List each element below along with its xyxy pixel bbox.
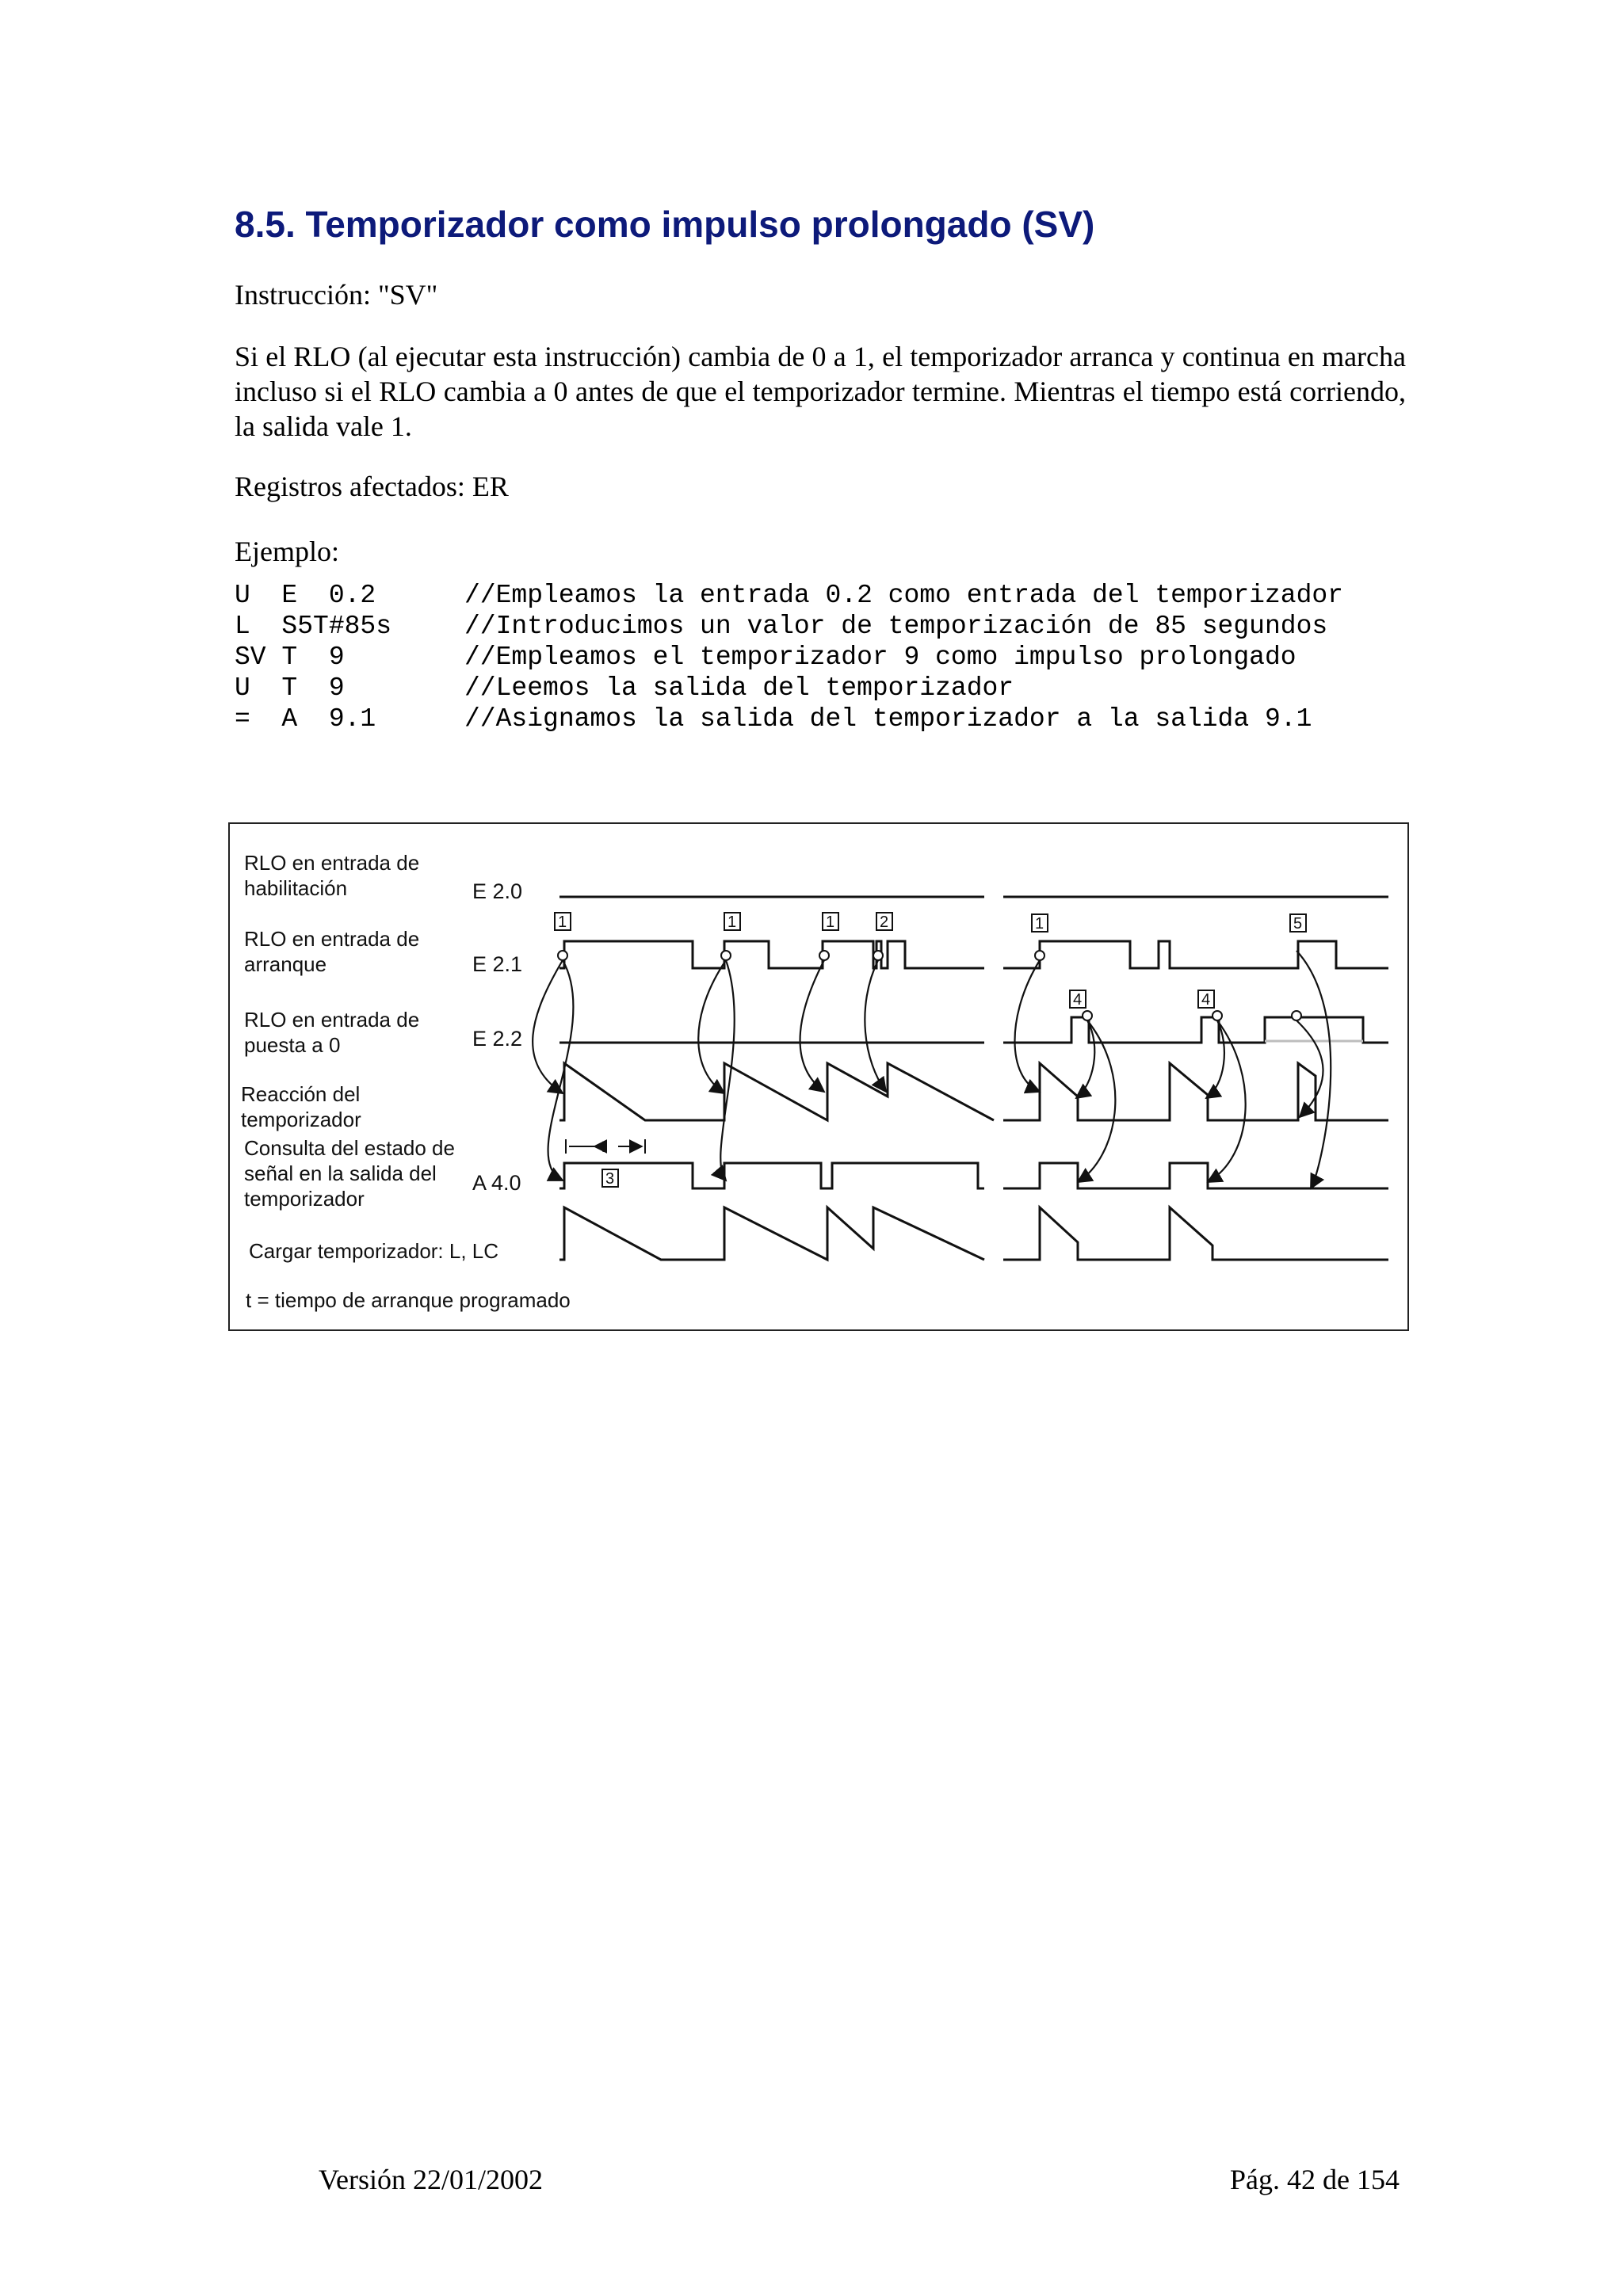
signal-e22: E 2.2 (472, 1027, 523, 1051)
code-line (235, 642, 1343, 673)
marker-2 (876, 913, 892, 931)
marker-4 (1198, 990, 1214, 1009)
timing-diagram-svg (230, 824, 1407, 1329)
code-line (235, 580, 1343, 611)
label-reset-2: puesta a 0 (244, 1033, 341, 1057)
causality-arrows (533, 951, 1331, 1188)
svg-text:4: 4 (1073, 991, 1083, 1009)
signal-e21: E 2.1 (472, 952, 523, 976)
svg-text:1: 1 (826, 913, 835, 931)
code-comment: //Empleamos el temporizador 9 como impulso prolongado (464, 643, 1296, 672)
label-query-3: temporizador (244, 1187, 365, 1211)
svg-text:5: 5 (1293, 915, 1303, 933)
page-title: 8.5. Temporizador como impulso prolongado (SV) (235, 204, 1095, 245)
marker-1 (724, 913, 740, 931)
code-comment: //Asignamos la salida del temporizador a la salida 9.1 (464, 704, 1312, 734)
label-enable-2: habilitación (244, 876, 348, 900)
example-label: Ejemplo: (235, 536, 339, 567)
description-paragraph: Si el RLO (al ejecutar esta instrucción) cambia de 0 a 1, el temporizador arranca y continua en marcha incluso si el RLO cambia a 0 antes de que el temporizador termine. Mientras el tiempo está corriendo, la salida vale 1. (235, 341, 1406, 442)
footer-page: Pág. 42 de 154 (1230, 2164, 1400, 2195)
signal-e20: E 2.0 (472, 879, 523, 903)
code-instruction: L S5T#85s (235, 612, 392, 641)
label-reset-1: RLO en entrada de (244, 1008, 420, 1032)
code-line (235, 611, 1343, 642)
label-note: t = tiempo de arranque programado (246, 1288, 571, 1312)
label-enable-1: RLO en entrada de (244, 851, 420, 875)
waveform-reaction (559, 1063, 1388, 1120)
label-query-1: Consulta del estado de (244, 1136, 455, 1160)
waveform-load (559, 1207, 1388, 1260)
code-instruction: SV T 9 (235, 643, 345, 672)
svg-text:2: 2 (880, 913, 889, 931)
marker-3 (602, 1169, 618, 1188)
svg-text:1: 1 (558, 913, 567, 931)
t-label: t (601, 1138, 605, 1156)
marker-5 (1290, 914, 1306, 933)
code-instruction: U E 0.2 (235, 581, 376, 610)
label-reaction-2: temporizador (241, 1108, 361, 1131)
code-block (235, 580, 1343, 734)
code-line (235, 704, 1343, 734)
label-query-2: señal en la salida del (244, 1161, 437, 1185)
instruction-text: Instrucción: "SV" (235, 279, 438, 311)
label-reaction-1: Reacción del (241, 1082, 361, 1106)
label-load: Cargar temporizador: L, LC (249, 1239, 499, 1263)
svg-text:1: 1 (1035, 915, 1044, 933)
code-line (235, 673, 1343, 704)
waveform-e21 (559, 941, 1388, 968)
code-comment: //Introducimos un valor de temporización de 85 segundos (464, 612, 1328, 641)
waveform-e22 (559, 1017, 1388, 1043)
registers-text: Registros afectados: ER (235, 471, 509, 502)
code-comment: //Leemos la salida del temporizador (464, 673, 1014, 703)
waveform-a40 (559, 1163, 1388, 1188)
code-comment: //Empleamos la entrada 0.2 como entrada del temporizador (464, 581, 1343, 610)
label-start-2: arranque (244, 952, 327, 976)
label-start-1: RLO en entrada de (244, 927, 420, 951)
marker-1 (1032, 914, 1048, 933)
marker-1 (555, 913, 571, 931)
svg-text:3: 3 (605, 1170, 615, 1188)
marker-4 (1070, 990, 1086, 1009)
code-instruction: U T 9 (235, 673, 345, 703)
edge-circles (558, 951, 1301, 1020)
svg-text:4: 4 (1201, 991, 1211, 1009)
marker-1 (823, 913, 838, 931)
code-instruction: = A 9.1 (235, 704, 376, 734)
footer-version: Versión 22/01/2002 (319, 2164, 543, 2195)
svg-text:1: 1 (727, 913, 737, 931)
signal-a40: A 4.0 (472, 1171, 521, 1195)
timing-diagram (228, 822, 1409, 1331)
